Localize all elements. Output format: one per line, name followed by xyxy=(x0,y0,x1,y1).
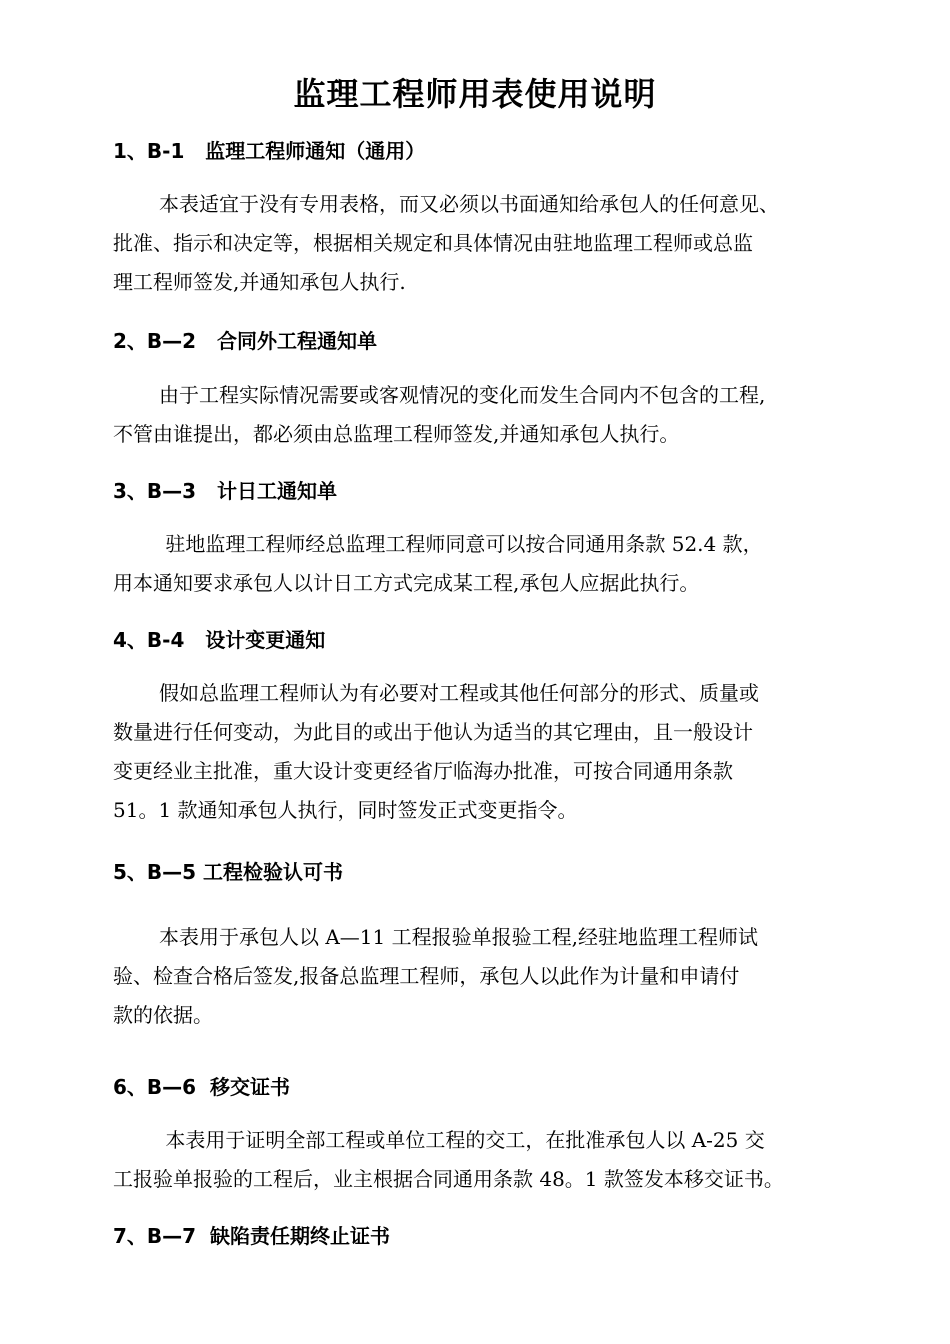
paragraph-line: 51。1 款通知承包人执行，同时签发正式变更指令。 xyxy=(113,798,578,822)
paragraph-line: 本表用于承包人以 A—11 工程报验单报验工程,经驻地监理工程师试 xyxy=(159,925,758,949)
section-heading-b3: 3、B—3 计日工通知单 xyxy=(113,479,337,503)
paragraph-line: 假如总监理工程师认为有必要对工程或其他任何部分的形式、质量或 xyxy=(159,681,759,705)
paragraph-line: 用本通知要求承包人以计日工方式完成某工程,承包人应据此执行。 xyxy=(113,571,700,595)
paragraph-line: 验、检查合格后签发,报备总监理工程师，承包人以此作为计量和申请付 xyxy=(113,964,740,988)
section-heading-b5: 5、B—5 工程检验认可书 xyxy=(113,860,344,884)
section-body-b6 xyxy=(113,1121,853,1199)
paragraph-line: 工报验单报验的工程后，业主根据合同通用条款 48。1 款签发本移交证书。 xyxy=(113,1167,784,1191)
document-title: 监理工程师用表使用说明 xyxy=(293,75,657,113)
paragraph-line: 款的依据。 xyxy=(113,1003,213,1027)
section-heading-b7: 7、B—7 缺陷责任期终止证书 xyxy=(113,1224,391,1248)
section-heading-b6: 6、B—6 移交证书 xyxy=(113,1075,291,1099)
section-heading-b1: 1、B-1 监理工程师通知（通用） xyxy=(113,139,426,163)
paragraph-line: 数量进行任何变动，为此目的或出于他认为适当的其它理由，且一般设计 xyxy=(113,720,753,744)
paragraph-line: 不管由谁提出，都必须由总监理工程师签发,并通知承包人执行。 xyxy=(113,422,680,446)
section-heading-b4: 4、B-4 设计变更通知 xyxy=(113,628,326,652)
section-heading-b2: 2、B—2 合同外工程通知单 xyxy=(113,329,377,353)
section-body-b4 xyxy=(113,674,853,830)
paragraph-line: 由于工程实际情况需要或客观情况的变化而发生合同内不包含的工程, xyxy=(159,383,766,407)
paragraph-line: 本表适宜于没有专用表格，而又必须以书面通知给承包人的任何意见、 xyxy=(159,192,779,216)
paragraph-line: 驻地监理工程师经总监理工程师同意可以按合同通用条款 52.4 款， xyxy=(159,532,763,556)
section-body-b3 xyxy=(113,525,853,603)
paragraph-line: 本表用于证明全部工程或单位工程的交工，在批准承包人以 A-25 交 xyxy=(159,1128,765,1152)
section-body-b1 xyxy=(113,185,853,302)
section-body-b2 xyxy=(113,376,853,454)
paragraph-line: 理工程师签发,并通知承包人执行. xyxy=(113,270,406,294)
section-body-b5 xyxy=(113,918,853,1035)
paragraph-line: 批准、指示和决定等，根据相关规定和具体情况由驻地监理工程师或总监 xyxy=(113,231,753,255)
paragraph-line: 变更经业主批准，重大设计变更经省厅临海办批准，可按合同通用条款 xyxy=(113,759,733,783)
